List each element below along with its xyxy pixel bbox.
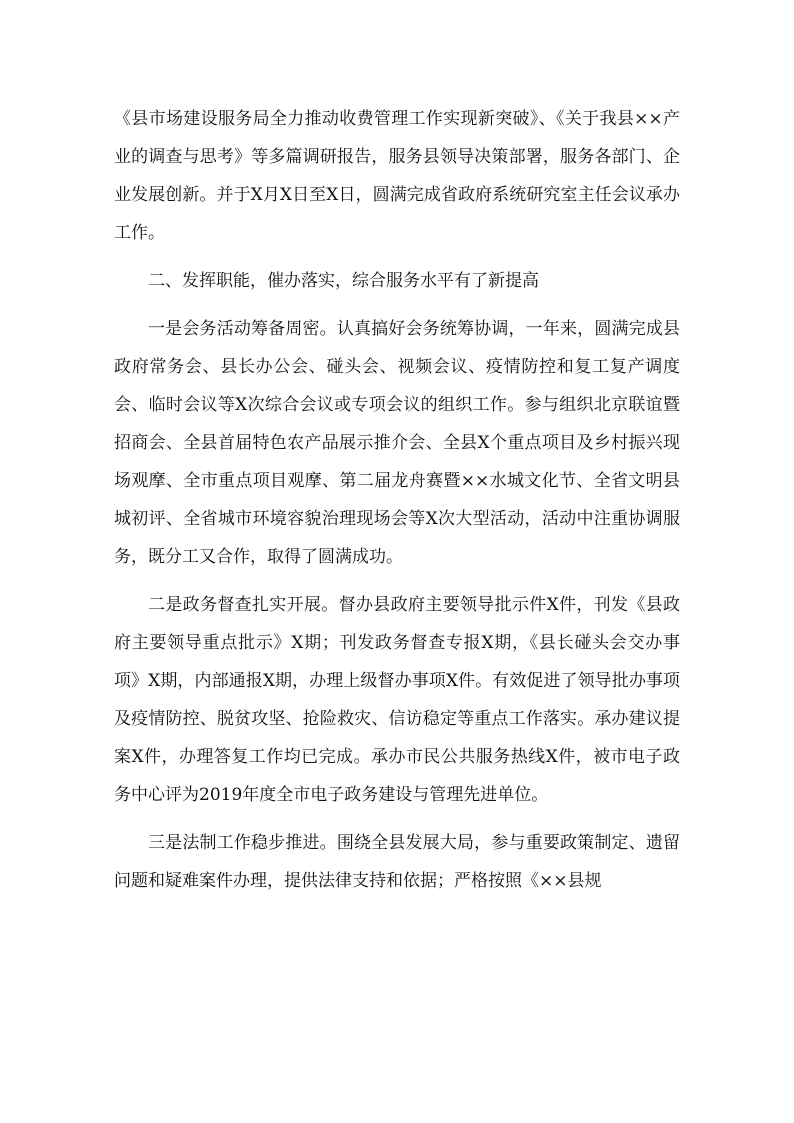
paragraph-gap bbox=[114, 576, 680, 586]
paragraph-supervision: 二是政务督查扎实开展。督办县政府主要领导批示件X件，刊发《县政府主要领导重点批示》X期；刊发政务督查专报X期，《县长碰头会交办事项》X期，内部通报X期，办理上级督办事项X件。有效促进了领导批办事项及疫情防控、脱贫攻坚、抢险救灾、信访稳定等重点工作落实。承办建议提案X件，办理答复工作均已完成。承办市民公共服务热线X件，被市电子政务中心评为2019年度全市电子政务建设与管理先进单位。 bbox=[114, 595, 680, 805]
paragraph-meeting-organization: 一是会务活动筹备周密。认真搞好会务统筹协调，一年来，圆满完成县政府常务会、县长办公会、碰头会、视频会议、疫情防控和复工复产调度会、临时会议等X次综合会议或专项会议的组织工作。参与组织北京联谊暨招商会、全县首届特色农产品展示推介会、全县X个重点项目及乡村振兴现场观摩、全市重点项目观摩、第二届龙舟赛暨××水城文化节、全省文明县城初评、全省城市环境容貌治理现场会等X次大型活动，活动中注重协调服务，既分工又合作，取得了圆满成功。 bbox=[114, 319, 680, 567]
paragraph-legal-work: 三是法制工作稳步推进。围绕全县发展大局，参与重要政策制定、遗留问题和疑难案件办理，提供法律支持和依据；严格按照《××县规 bbox=[114, 833, 680, 891]
section-heading: 二、发挥职能，催办落实，综合服务水平有了新提高 bbox=[148, 271, 539, 291]
document-body bbox=[114, 100, 680, 900]
paragraph-gap bbox=[114, 252, 680, 262]
paragraph-gap bbox=[114, 300, 680, 310]
paragraph-continuation: 《县市场建设服务局全力推动收费管理工作实现新突破》、《关于我县××产业的调查与思考》等多篇调研报告，服务县领导决策部署，服务各部门、企业发展创新。并于X月X日至X日，圆满完成省政府系统研究室主任会议承办工作。 bbox=[114, 109, 680, 243]
paragraph-gap bbox=[114, 814, 680, 824]
